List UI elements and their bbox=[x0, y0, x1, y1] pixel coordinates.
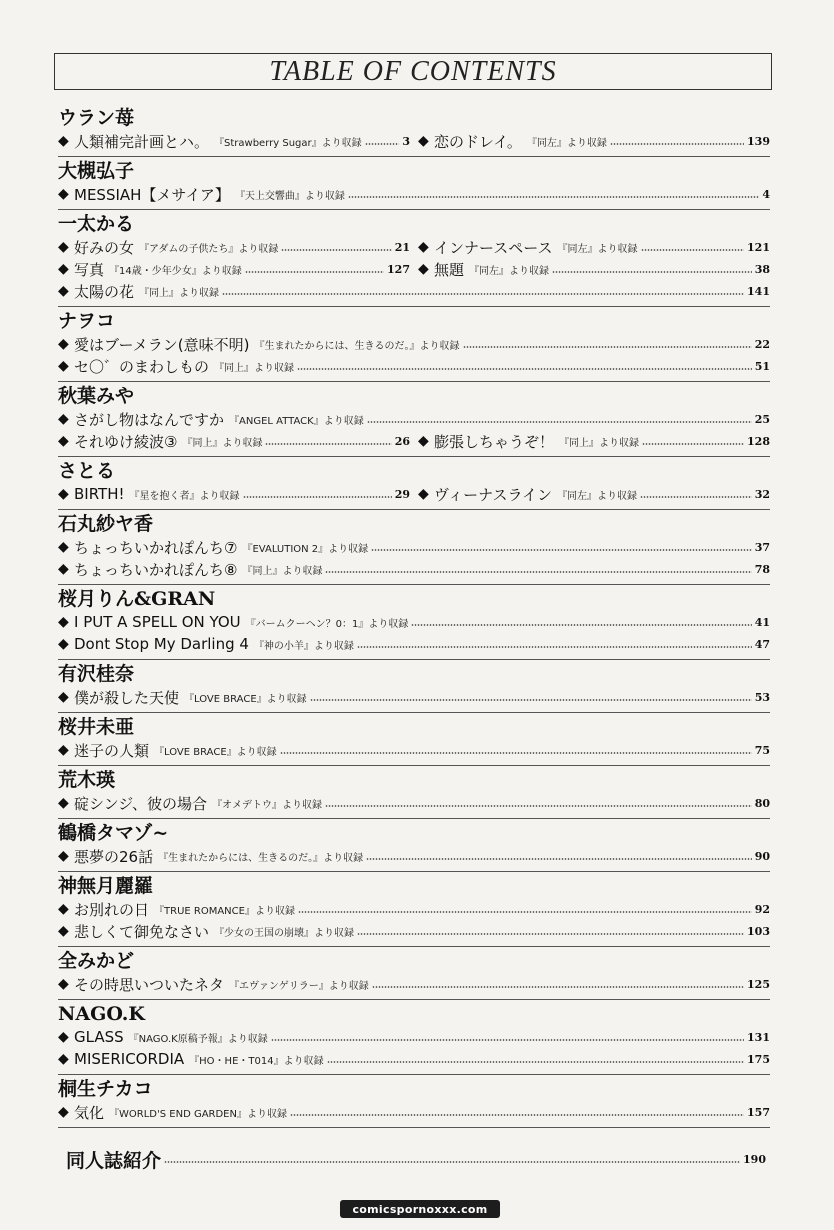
toc-entry[interactable] bbox=[58, 236, 410, 258]
diamond-bullet-icon: ◆ bbox=[418, 239, 429, 255]
entry-page-number: 175 bbox=[747, 1052, 770, 1066]
author-section bbox=[58, 872, 770, 947]
entry-title: その時思いついたネタ bbox=[74, 975, 225, 994]
toc-entry[interactable] bbox=[58, 611, 770, 633]
leader-dots bbox=[310, 699, 752, 701]
entry-title: I PUT A SPELL ON YOU bbox=[74, 613, 241, 631]
entry-row bbox=[58, 183, 770, 205]
diamond-bullet-icon: ◆ bbox=[58, 433, 69, 449]
entry-title: ヴィーナスライン bbox=[434, 485, 553, 504]
diamond-bullet-icon: ◆ bbox=[58, 561, 69, 577]
leader-dots bbox=[245, 271, 384, 273]
leader-dots bbox=[243, 496, 392, 498]
leader-dots bbox=[463, 346, 752, 348]
author-name: さとる bbox=[58, 460, 116, 482]
entry-page-number: 41 bbox=[754, 615, 770, 629]
entry-source: 『同上』より収録 bbox=[242, 565, 323, 577]
diamond-bullet-icon: ◆ bbox=[58, 336, 69, 352]
entry-source: 『生まれたからには、生きるのだ。』より収録 bbox=[254, 340, 460, 352]
leader-dots bbox=[372, 986, 744, 988]
toc-entry[interactable] bbox=[58, 1026, 770, 1048]
diamond-bullet-icon: ◆ bbox=[58, 261, 69, 277]
entry-row bbox=[58, 483, 770, 505]
entry-title: ちょっちいかれぽんち⑧ bbox=[74, 560, 238, 579]
author-section bbox=[58, 1000, 770, 1075]
entry-source: 『同左』より収録 bbox=[526, 137, 607, 149]
leader-dots bbox=[222, 293, 744, 295]
leader-dots bbox=[348, 196, 759, 198]
entry-title: 好みの女 bbox=[74, 238, 135, 257]
diamond-bullet-icon: ◆ bbox=[58, 133, 69, 149]
author-name: 秋葉みや bbox=[58, 385, 135, 407]
entry-page-number: 121 bbox=[747, 240, 770, 254]
toc-entry[interactable] bbox=[58, 183, 770, 205]
entry-title: 膨張しちゃうぞ！ bbox=[434, 432, 555, 451]
final-entry-label: 同人誌紹介 bbox=[66, 1149, 162, 1172]
diamond-bullet-icon: ◆ bbox=[58, 795, 69, 811]
toc-entry[interactable] bbox=[418, 483, 770, 505]
entry-page-number: 90 bbox=[754, 849, 770, 863]
toc-entry[interactable] bbox=[58, 408, 770, 430]
leader-dots bbox=[357, 646, 752, 648]
diamond-bullet-icon: ◆ bbox=[58, 239, 69, 255]
entry-source: 『アダムの子供たち』より収録 bbox=[139, 243, 279, 255]
author-name: 桜月りん&GRAN bbox=[58, 588, 216, 610]
entry-row bbox=[58, 558, 770, 580]
toc-entry[interactable] bbox=[58, 686, 770, 708]
entry-page-number: 29 bbox=[394, 487, 410, 501]
leader-dots bbox=[164, 1161, 740, 1163]
entry-title: お別れの日 bbox=[74, 900, 150, 919]
entry-page-number: 38 bbox=[754, 262, 770, 276]
diamond-bullet-icon: ◆ bbox=[58, 486, 69, 502]
entry-row bbox=[58, 633, 770, 655]
diamond-bullet-icon: ◆ bbox=[418, 486, 429, 502]
entry-title: MISERICORDIA bbox=[74, 1050, 185, 1068]
entry-source: 『WORLD'S END GARDEN』より収録 bbox=[109, 1108, 287, 1120]
diamond-bullet-icon: ◆ bbox=[58, 186, 69, 202]
entry-page-number: 80 bbox=[754, 796, 770, 810]
entry-title: 恋のドレイ。 bbox=[434, 132, 522, 151]
entry-source: 『同上』より収録 bbox=[182, 437, 263, 449]
entry-source: 『天上交響曲』より収録 bbox=[234, 190, 345, 202]
entry-row bbox=[58, 355, 770, 377]
leader-dots bbox=[327, 1061, 744, 1063]
diamond-bullet-icon: ◆ bbox=[58, 1029, 69, 1045]
author-section bbox=[58, 307, 770, 382]
toc-entry[interactable] bbox=[58, 258, 410, 280]
leader-dots bbox=[367, 421, 752, 423]
entry-title: ちょっちいかれぽんち⑦ bbox=[74, 538, 238, 557]
author-section bbox=[58, 510, 770, 585]
entry-page-number: 139 bbox=[747, 134, 770, 148]
toc-entry[interactable] bbox=[418, 430, 770, 452]
leader-dots bbox=[641, 249, 745, 251]
author-name: 石丸紗ヤ香 bbox=[58, 513, 154, 535]
diamond-bullet-icon: ◆ bbox=[58, 742, 69, 758]
toc-entry[interactable] bbox=[58, 355, 770, 377]
title-box bbox=[54, 53, 772, 90]
leader-dots bbox=[552, 271, 752, 273]
entry-title: 迷子の人類 bbox=[74, 741, 150, 760]
entry-title: 人類補完計画とハ。 bbox=[74, 132, 210, 151]
diamond-bullet-icon: ◆ bbox=[58, 636, 69, 652]
entry-source: 『TRUE ROMANCE』より収録 bbox=[154, 905, 295, 917]
entry-row bbox=[58, 1048, 770, 1070]
entry-page-number: 127 bbox=[387, 262, 410, 276]
author-section bbox=[58, 457, 770, 510]
entry-row bbox=[58, 408, 770, 430]
entry-source: 『神の小羊』より収録 bbox=[253, 640, 354, 652]
entry-page-number: 103 bbox=[747, 924, 770, 938]
leader-dots bbox=[280, 752, 752, 754]
entry-source: 『少女の王国の崩壊』より収録 bbox=[214, 927, 355, 939]
toc-entry[interactable] bbox=[58, 1048, 770, 1070]
entry-row bbox=[58, 973, 770, 995]
entry-page-number: 21 bbox=[394, 240, 410, 254]
entry-title: 僕が殺した天使 bbox=[74, 688, 180, 707]
entry-page-number: 78 bbox=[754, 562, 770, 576]
entry-source: 『同上』より収録 bbox=[139, 287, 220, 299]
toc-entry[interactable] bbox=[58, 920, 770, 942]
entry-row bbox=[58, 611, 770, 633]
entry-row bbox=[58, 845, 770, 867]
entry-page-number: 157 bbox=[747, 1105, 770, 1119]
entry-title: Dont Stop My Darling 4 bbox=[74, 635, 249, 653]
toc-entry[interactable] bbox=[58, 792, 770, 814]
leader-dots bbox=[271, 1039, 744, 1041]
entry-row bbox=[58, 792, 770, 814]
entry-title: 写真 bbox=[74, 260, 105, 279]
author-name: 桐生チカコ bbox=[58, 1078, 153, 1100]
entry-source: 『ANGEL ATTACK』より収録 bbox=[229, 415, 364, 427]
diamond-bullet-icon: ◆ bbox=[58, 539, 69, 555]
entry-source: 『同左』より収録 bbox=[469, 265, 550, 277]
author-section bbox=[58, 947, 770, 1000]
final-entry-page: 190 bbox=[743, 1152, 766, 1166]
entry-row bbox=[58, 236, 770, 258]
toc-entry[interactable] bbox=[58, 633, 770, 655]
entry-source: 『LOVE BRACE』より収録 bbox=[154, 746, 277, 758]
diamond-bullet-icon: ◆ bbox=[58, 901, 69, 917]
leader-dots bbox=[297, 368, 752, 370]
entry-source: 『同左』より収録 bbox=[557, 243, 638, 255]
entry-page-number: 128 bbox=[747, 434, 770, 448]
diamond-bullet-icon: ◆ bbox=[58, 1051, 69, 1067]
leader-dots bbox=[357, 933, 744, 935]
entry-row bbox=[58, 536, 770, 558]
entry-title: 無題 bbox=[434, 260, 465, 279]
diamond-bullet-icon: ◆ bbox=[418, 433, 429, 449]
author-section bbox=[58, 713, 770, 766]
entry-source: 『LOVE BRACE』より収録 bbox=[184, 693, 307, 705]
entry-title: 碇シンジ、彼の場合 bbox=[74, 794, 208, 813]
entry-source: 『星を抱く者』より収録 bbox=[129, 490, 240, 502]
leader-dots bbox=[281, 249, 391, 251]
entry-row bbox=[58, 686, 770, 708]
entry-page-number: 47 bbox=[754, 637, 770, 651]
leader-dots bbox=[290, 1114, 744, 1116]
watermark: comicspornoxxx.com bbox=[340, 1200, 500, 1218]
leader-dots bbox=[642, 443, 744, 445]
toc-entry[interactable] bbox=[58, 973, 770, 995]
entry-row bbox=[58, 130, 770, 152]
toc-entry[interactable] bbox=[58, 130, 410, 152]
leader-dots bbox=[325, 805, 752, 807]
author-name: NAGO.K bbox=[58, 1003, 145, 1025]
author-section bbox=[58, 585, 770, 660]
author-section bbox=[58, 660, 770, 713]
author-name: 大槻弘子 bbox=[58, 160, 135, 182]
diamond-bullet-icon: ◆ bbox=[58, 411, 69, 427]
author-section bbox=[58, 157, 770, 210]
entry-page-number: 37 bbox=[754, 540, 770, 554]
entry-source: 『同上』より収録 bbox=[214, 362, 295, 374]
entry-page-number: 25 bbox=[754, 412, 770, 426]
entry-source: 『EVALUTION 2』より収録 bbox=[242, 543, 369, 555]
author-section bbox=[58, 819, 770, 872]
leader-dots bbox=[325, 571, 751, 573]
entry-page-number: 26 bbox=[394, 434, 410, 448]
entry-page-number: 125 bbox=[747, 977, 770, 991]
entry-title: BIRTH! bbox=[74, 485, 125, 503]
leader-dots bbox=[610, 143, 744, 145]
leader-dots bbox=[265, 443, 391, 445]
entry-title: さがし物はなんですか bbox=[74, 410, 225, 429]
entry-title: 悪夢の26話 bbox=[74, 847, 154, 866]
final-entry[interactable] bbox=[66, 1146, 766, 1172]
entry-title: 気化 bbox=[74, 1103, 105, 1122]
entry-source: 『HO・HE・T014』より収録 bbox=[189, 1055, 324, 1067]
entry-source: 『エヴァンゲリラー』より収録 bbox=[229, 980, 369, 992]
toc-entry[interactable] bbox=[58, 333, 770, 355]
author-name: 全みかど bbox=[58, 950, 135, 972]
author-name: 一太かる bbox=[58, 213, 135, 235]
entry-title: 愛はブーメラン(意味不明) bbox=[74, 335, 250, 354]
author-name: ナヲコ bbox=[58, 310, 116, 332]
entry-page-number: 75 bbox=[754, 743, 770, 757]
toc-entry[interactable] bbox=[58, 483, 410, 505]
page-title: TABLE OF CONTENTS bbox=[269, 55, 557, 87]
entry-page-number: 141 bbox=[747, 284, 770, 298]
diamond-bullet-icon: ◆ bbox=[58, 976, 69, 992]
entry-row bbox=[58, 333, 770, 355]
toc-entry[interactable] bbox=[58, 845, 770, 867]
contents-list bbox=[58, 104, 770, 1128]
author-name: 荒木瑛 bbox=[58, 769, 116, 791]
diamond-bullet-icon: ◆ bbox=[418, 133, 429, 149]
author-name: 有沢桂奈 bbox=[58, 663, 135, 685]
entry-title: MESSIAH【メサイア】 bbox=[74, 185, 230, 204]
leader-dots bbox=[640, 496, 752, 498]
author-name: 桜井未亜 bbox=[58, 716, 135, 738]
leader-dots bbox=[298, 911, 752, 913]
entry-source: 『Strawberry Sugar』より収録 bbox=[214, 137, 362, 149]
leader-dots bbox=[371, 549, 752, 551]
entry-source: 『14歳・少年少女』より収録 bbox=[109, 265, 242, 277]
entry-page-number: 51 bbox=[754, 359, 770, 373]
entry-row bbox=[58, 739, 770, 761]
diamond-bullet-icon: ◆ bbox=[58, 358, 69, 374]
toc-entry[interactable] bbox=[418, 236, 770, 258]
author-section bbox=[58, 382, 770, 457]
entry-title: 太陽の花 bbox=[74, 282, 135, 301]
diamond-bullet-icon: ◆ bbox=[418, 261, 429, 277]
toc-entry[interactable] bbox=[58, 430, 410, 452]
toc-entry[interactable] bbox=[418, 258, 770, 280]
entry-title: セ〇゛のまわしもの bbox=[74, 357, 210, 376]
entry-row bbox=[58, 280, 770, 302]
entry-page-number: 53 bbox=[754, 690, 770, 704]
diamond-bullet-icon: ◆ bbox=[58, 689, 69, 705]
author-name: 鶴橋タマゾ~ bbox=[58, 822, 169, 844]
toc-entry[interactable] bbox=[58, 536, 770, 558]
toc-entry[interactable] bbox=[58, 280, 770, 302]
toc-entry[interactable] bbox=[58, 898, 770, 920]
leader-dots bbox=[366, 858, 752, 860]
entry-row bbox=[58, 898, 770, 920]
entry-row bbox=[58, 920, 770, 942]
entry-title: インナースペース bbox=[434, 238, 553, 257]
entry-source: 『同上』より収録 bbox=[559, 437, 640, 449]
author-name: 神無月麗羅 bbox=[58, 875, 154, 897]
entry-title: GLASS bbox=[74, 1028, 124, 1046]
leader-dots bbox=[365, 143, 400, 145]
toc-entry[interactable] bbox=[58, 558, 770, 580]
author-section bbox=[58, 210, 770, 307]
entry-page-number: 4 bbox=[762, 187, 770, 201]
entry-title: それゆけ綾波③ bbox=[74, 432, 178, 451]
toc-entry[interactable] bbox=[58, 1101, 770, 1123]
diamond-bullet-icon: ◆ bbox=[58, 923, 69, 939]
entry-page-number: 22 bbox=[754, 337, 770, 351]
entry-row bbox=[58, 258, 770, 280]
diamond-bullet-icon: ◆ bbox=[58, 1104, 69, 1120]
author-section bbox=[58, 104, 770, 157]
entry-page-number: 3 bbox=[402, 134, 410, 148]
entry-source: 『オメデトウ』より収録 bbox=[212, 799, 322, 811]
entry-source: 『バームクーヘン？0：1』より収録 bbox=[245, 618, 409, 630]
entry-page-number: 92 bbox=[754, 902, 770, 916]
author-name: ウラン苺 bbox=[58, 107, 135, 129]
leader-dots bbox=[411, 624, 751, 626]
entry-row bbox=[58, 1101, 770, 1123]
entry-source: 『NAGO.K原稿予報』より収録 bbox=[128, 1033, 268, 1045]
entry-source: 『生まれたからには、生きるのだ。』より収録 bbox=[158, 852, 364, 864]
toc-entry[interactable] bbox=[58, 739, 770, 761]
entry-page-number: 131 bbox=[747, 1030, 770, 1044]
author-section bbox=[58, 766, 770, 819]
entry-title: 悲しくて御免なさい bbox=[74, 922, 210, 941]
diamond-bullet-icon: ◆ bbox=[58, 614, 69, 630]
entry-row bbox=[58, 430, 770, 452]
entry-row bbox=[58, 1026, 770, 1048]
entry-page-number: 32 bbox=[754, 487, 770, 501]
entry-source: 『同左』より収録 bbox=[557, 490, 638, 502]
toc-entry[interactable] bbox=[418, 130, 770, 152]
diamond-bullet-icon: ◆ bbox=[58, 848, 69, 864]
author-section bbox=[58, 1075, 770, 1128]
diamond-bullet-icon: ◆ bbox=[58, 283, 69, 299]
